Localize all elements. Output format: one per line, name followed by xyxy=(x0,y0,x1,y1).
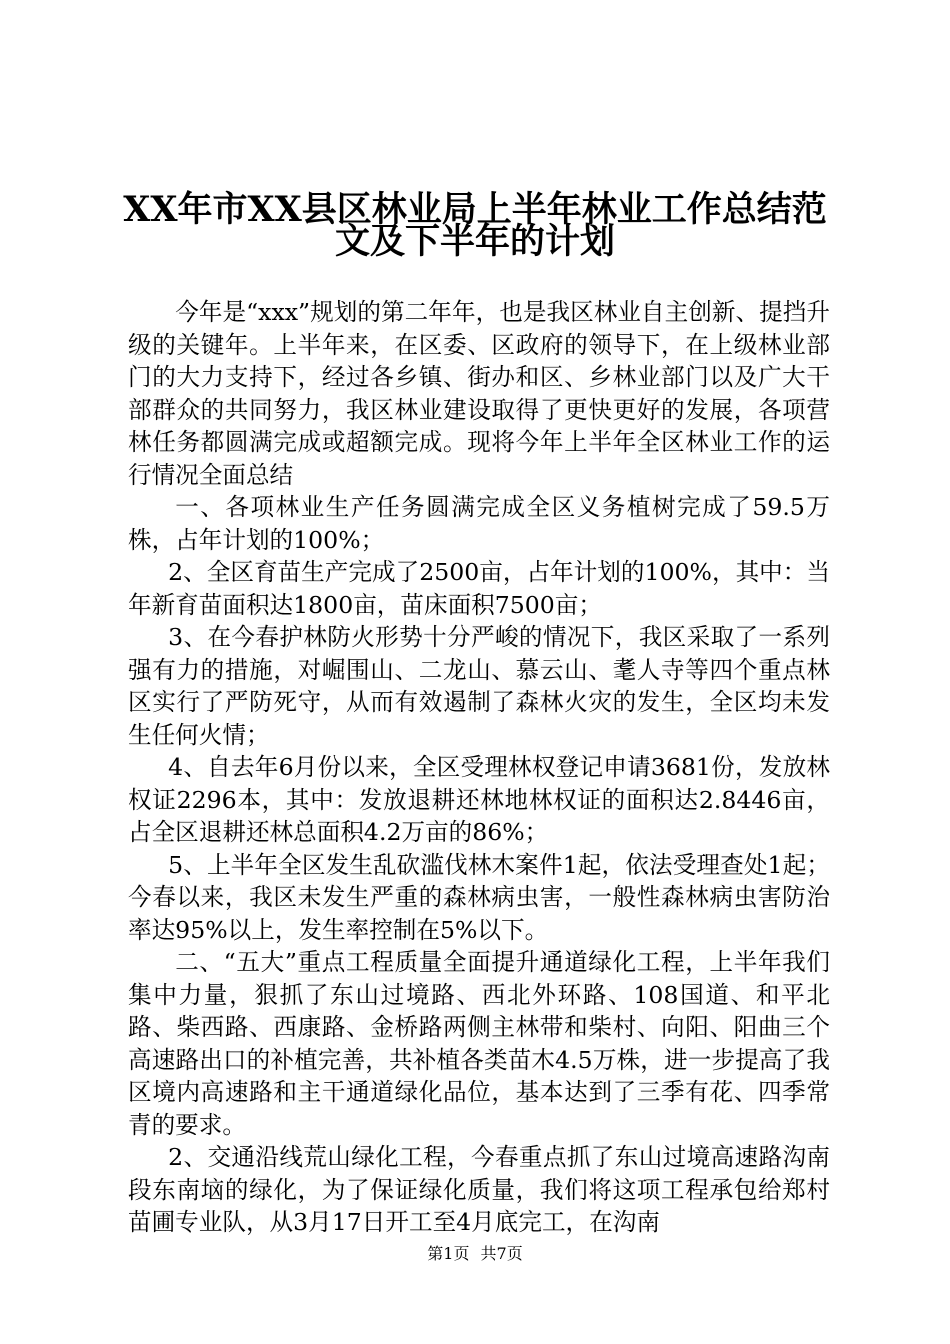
paragraph-item-2b: 2、交通沿线荒山绿化工程，今春重点抓了东山过境高速路沟南段东南垴的绿化，为了保证绿化质量，我们将这项工程承包给郑村苗圃专业队，从3月17日开工至4月底完工，在沟南 xyxy=(128,1143,830,1236)
page-number-total: 共7页 xyxy=(480,1244,523,1263)
document-body xyxy=(128,296,830,1239)
paragraph-item-3: 3、在今春护林防火形势十分严峻的情况下，我区采取了一系列强有力的措施，对崛围山、二龙山、慕云山、耄人寺等四个重点林区实行了严防死守，从而有效遏制了森林火灾的发生，全区均未发生任何火情； xyxy=(128,623,830,749)
paragraph-intro: 今年是“xxx”规划的第二年年，也是我区林业自主创新、提挡升级的关键年。上半年来，在区委、区政府的领导下，在上级林业部门的大力支持下，经过各乡镇、街办和区、乡林业部门以及广大干部群众的共同努力，我区林业建设取得了更快更好的发展，各项营林任务都圆满完成或超额完成。现将今年上半年全区林业工作的运行情况全面总结 xyxy=(128,298,830,489)
document-title-line-1: XX年市XX县区林业局上半年林业工作总结范 xyxy=(123,189,827,230)
document-title-line-2: 文及下半年的计划 xyxy=(334,221,615,262)
paragraph-item-2: 2、全区育苗生产完成了2500亩，占年计划的100%，其中：当年新育苗面积达1800亩，苗床面积7500亩； xyxy=(128,558,830,619)
paragraph-section-1: 一、各项林业生产任务圆满完成全区义务植树完成了59.5万株，占年计划的100%； xyxy=(128,493,830,554)
paragraph-section-2: 二、“五大”重点工程质量全面提升通道绿化工程，上半年我们集中力量，狠抓了东山过境路、西北外环路、108国道、和平北路、柴西路、西康路、金桥路两侧主林带和柴村、向阳、阳曲三个高速路出口的补植完善，共补植各类苗木4.5万株，进一步提高了我区境内高速路和主干通道绿化品位，基本达到了三季有花、四季常青的要求。 xyxy=(128,948,830,1139)
page-footer xyxy=(0,1244,950,1264)
paragraph-item-5: 5、上半年全区发生乱砍滥伐林木案件1起，依法受理查处1起；今春以来，我区未发生严重的森林病虫害，一般性森林病虫害防治率达95%以上，发生率控制在5%以下。 xyxy=(128,850,830,944)
page-number-current: 第1页 xyxy=(427,1244,470,1263)
paragraph-item-4: 4、自去年6月份以来，全区受理林权登记申请3681份，发放林权证2296本，其中：发放退耕还林地林权证的面积达2.8446亩，占全区退耕还林总面积4.2万亩的86%； xyxy=(128,753,830,846)
